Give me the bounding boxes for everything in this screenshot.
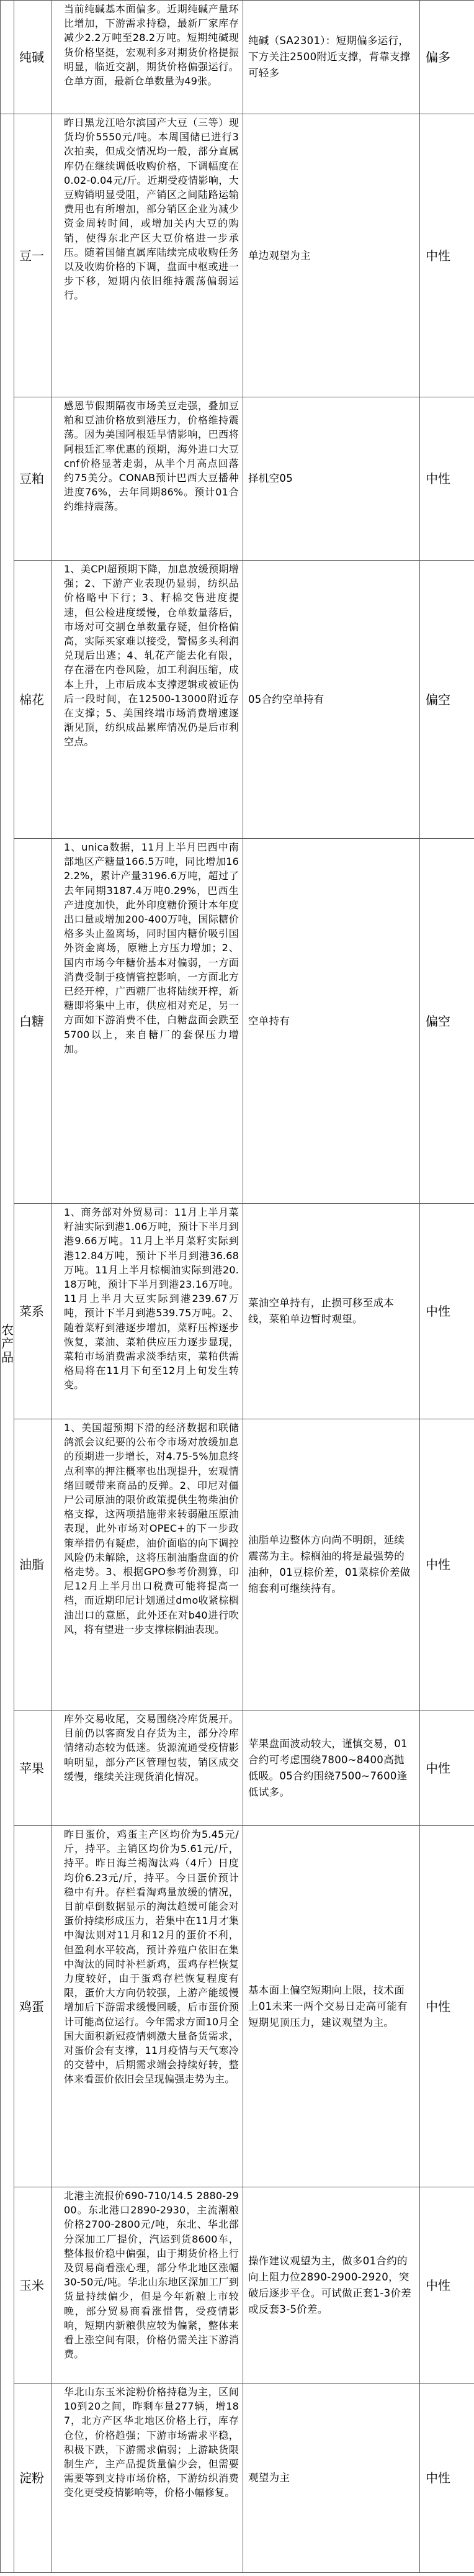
market-view: 中性 <box>420 2384 474 2573</box>
market-view: 偏多 <box>420 1 474 114</box>
category-cell <box>1 1 14 114</box>
market-analysis: 1、美CPI超预期下降，加息放缓预期增强；2、下游产业表现仍显弱，纺织品价格略中下行；3、籽棉交售进度提速，但公检进度缓慢，仓单数量落后，市场对可交割仓单数量存疑，但价格偏高，实际买家难以接受，警惕多头利润兑现后出逃；4、轧花产能去化有限，存在潜在内卷风险，加工利润压缩，成本上升，上市后成本支撑逻辑或被证伪后一段时间，在12500-13000附近存在支撑；5、美国终端市场消费增速逐渐见顶，纺织成品累库情况仍是后市利空点。 <box>51 561 243 839</box>
market-analysis: 北港主流报价690-710/14.5 2880-2900。东北港口2890-2930，主流潮粮价格2700-2800元/吨，东北、华北部分深加工厂提价，汽运到货8600车，整体报价稳中偏强，由于期货价格上行及贸易商看涨心理，部分华北地区涨幅30-50元/吨。华北山东地区深加工厂到货量持续偏少，但是今年新粮上市较晚，部分贸易商看涨惜售，受疫情影响，短期内新粮供应较为偏紧，整体来看上涨空间有限，价格仍需关注下游消费。 <box>51 2187 243 2384</box>
trading-strategy: 基本面上偏空短期向上限，技术面上01未来一两个交易日走高可能有短期见顶压力，建议观望为主。 <box>243 1826 420 2187</box>
table-row <box>1 114 474 397</box>
commodity-name: 纯碱 <box>14 1 51 114</box>
market-analysis: 库外交易收尾，交易围绕冷库货展开。目前仍以客商发自存货为主，部分冷库情绪动态较为低迷。货源流通受疫情影响明显，部分产区管理包装，销区成交缓慢，继续关注现货消化情况。 <box>51 1711 243 1826</box>
trading-strategy: 空单持有 <box>243 839 420 1204</box>
market-analysis: 1、美国超预期下滑的经济数据和联储鸽派会议纪要的公布令市场对放缓加息的预期进一步增长，对4.75-5%加息终点利率的押注概率也出现提升，宏观情绪回暖带来商品的反弹。2、印尼对僵尸公司原油的限价政策提供生物柴油价格支撑，这两项措施带来转弱融压原油表现，此外市场对OPEC+的下一步政策举措仍有疑虑，油价面临的向下调控风险仍未解除，这将压制油脂盘面的价格走势。3、根据GPO参考价测算，印尼12月上半月出口税费可能将提高一档，而近期印尼计划通过dmo收紧棕榈油出口的意愿，此外还在对b40进行吹风，将有望进一步支撑棕榈油表现。 <box>51 1419 243 1711</box>
commodity-name: 鸡蛋 <box>14 1826 51 2187</box>
table-row <box>1 2384 474 2573</box>
table-row <box>1 1826 474 2187</box>
table-row <box>1 561 474 839</box>
category-label: 农产品 <box>1 1322 14 1365</box>
table-row <box>1 1 474 114</box>
commodity-name: 油脂 <box>14 1419 51 1711</box>
trading-strategy: 观望为主 <box>243 2384 420 2573</box>
commodity-name: 苹果 <box>14 1711 51 1826</box>
market-view: 偏空 <box>420 561 474 839</box>
market-view: 中性 <box>420 114 474 397</box>
category-cell <box>1 114 14 2573</box>
trading-strategy: 苹果盘面波动较大，谨慎交易，01合约可考虑围绕7800~8400高抛低吸。05合约围绕7500~7600逢低试多。 <box>243 1711 420 1826</box>
commodity-name: 玉米 <box>14 2187 51 2384</box>
market-analysis: 当前纯碱基本面偏多。近期纯碱产量环比增加，下游需求持稳，最新厂家库存减少2.2万吨至28.2万吨。短期纯碱现货价格坚挺，宏观利多对期货价格提振明显，临近交割，期货价格偏强运行。仓单方面，最新仓单数量为49张。 <box>51 1 243 114</box>
market-view: 偏空 <box>420 839 474 1204</box>
commodity-name: 豆一 <box>14 114 51 397</box>
market-analysis: 华北山东玉米淀粉价格持稳为主，区间10到20之间，昨剩车量277辆，增187，北方产区华北地区价格上行，库存仓位，价格趋强；下游市场需求平稳，积极下跌，下游需求偏弱；上游缺货限制生产，主产品提货量偏少会，但需要需要等到支持市场价格，下游纺织消费变化更受疫情影响等，价格小幅修复。 <box>51 2384 243 2573</box>
trading-strategy: 择机空05 <box>243 397 420 561</box>
market-analysis: 昨日蛋价，鸡蛋主产区均价为5.45元/斤，持平。主销区均价为5.61元/斤，持平。昨日海兰褐淘汰鸡（4斤）日度均价6.23元/斤，持平。今日蛋价预计稳中有升。存栏看淘鸡量放缓的情况，目前卓倒数据显示的淘汰趋缓可能会对蛋价持续形成压力，若集中在11月才集中淘汰则对11月和12月的蛋价不利，但盈利水平较高，预计养殖户依旧在集中淘汰的同时补栏新鸡，蛋鸡存栏恢复力度较好，由于蛋鸡存栏恢复程度有限，蛋价大方向仍较强，上游产能缓慢增加后下游需求缓慢回暖，后市蛋价预计可能高位运行。今年需求方面10月全国大面积新冠疫情刺激大量备货需求，对蛋价会有支撑，11月疫情与天气寒冷的交替中，后期需求端会持续好转，整体来看蛋价依旧会呈现偏强走势为主。 <box>51 1826 243 2187</box>
table-row <box>1 839 474 1204</box>
trading-strategy: 操作建议观望为主，做多01合约的向上阻力位2890-2900-2920，突破后逐步平仓。可试做正套1-3价差或反套3-5价差。 <box>243 2187 420 2384</box>
trading-strategy: 油脂单边整体方向尚不明朗，延续震荡为主。棕榈油的将是最强势的油种，01豆棕价差，01菜棕价差做缩套利可继续持有。 <box>243 1419 420 1711</box>
market-analysis: 1、商务部对外贸易司：11月上半月菜籽油实际到港1.06万吨，预计下半月到港9.66万吨。11月上半月菜籽实际到港12.84万吨，预计下半月到港36.68万吨。11月上半月棕榈油实际到港20.18万吨，预计下半月到港23.16万吨。11月上半月大豆实际到港239.67万吨，预计下半月到港539.75万吨。2、随着菜籽到港逐步增加，菜籽压榨逐步恢复，菜油、菜粕供应压力逐步显现，菜粕市场消费需求淡季结束，菜粕供需格局将在11月下旬至12月上旬发生转变。 <box>51 1204 243 1419</box>
market-view: 中性 <box>420 1419 474 1711</box>
trading-strategy: 单边观望为主 <box>243 114 420 397</box>
commodity-name: 淀粉 <box>14 2384 51 2573</box>
market-view: 中性 <box>420 2187 474 2384</box>
trading-strategy: 05合约空单持有 <box>243 561 420 839</box>
market-analysis: 感恩节假期隔夜市场美豆走强，叠加豆粕和豆油价格放到港压力，价格维持震荡。因为美国阿根廷旱情影响，巴西将阿根廷汇率优惠的预期，海外进口大豆cnf价格显著走弱，从半个月高点回落约75美分。CONAB预计巴西大豆播种进度76%，去年同期86%。预计01合约维持震荡。 <box>51 397 243 561</box>
table-row <box>1 1204 474 1419</box>
commodity-name: 棉花 <box>14 561 51 839</box>
commodity-name: 豆粕 <box>14 397 51 561</box>
trading-strategy: 菜油空单持有，止损可移至成本线，菜粕单边暂时观望。 <box>243 1204 420 1419</box>
market-view: 中性 <box>420 397 474 561</box>
commodity-name: 白糖 <box>14 839 51 1204</box>
table-row <box>1 2187 474 2384</box>
trading-strategy: 纯碱（SA2301）：短期偏多运行，下方关注2500附近支撑，背靠支撑可轻多 <box>243 1 420 114</box>
commodity-name: 菜系 <box>14 1204 51 1419</box>
market-view: 中性 <box>420 1711 474 1826</box>
table-row <box>1 1419 474 1711</box>
table-row <box>1 1711 474 1826</box>
market-view: 中性 <box>420 1826 474 2187</box>
market-analysis: 1、unica数据，11月上半月巴西中南部地区产糖量166.5万吨，同比增加162.2%，累计产量3196.6万吨，超过了去年同期3187.4万吨0.29%，巴西生产进度加快，此外印度糖价预计本年度出口量或增加200-400万吨，国际糖价格多头止盈离场，同时国内糖价吸引国外资金离场，原糖上方压力增加；2、国内市场今年糖价基本对偏弱，一方面消费受制于疫情管控影响，一方面北方已经开榨，广西糖厂也将陆续开榨，新糖即将集中上市，供应相对充足，另一方面如下游消费不佳，白糖盘面会跌至5700以上，来自糖厂的套保压力增加。 <box>51 839 243 1204</box>
market-analysis: 昨日黑龙江哈尔滨国产大豆（三等）现货均价5550元/吨。本周国储已进行3次拍卖，但成交情况均一般，部分直属库仍在继续调低收购价格，下调幅度在0.02-0.04元/斤。近期受疫情影响，大豆购销明显受阻，产销区之间陆路运输费用也有所增加，部分销区企业为减少资金周转时间，或增加关内大豆的购销，使得东北产区大豆价格进一步承压。随着国储直属库陆续完成收购任务以及收购价格的下调，盘面中枢或进一步下移，短期内依旧维持震荡偏弱运行。 <box>51 114 243 397</box>
market-view: 中性 <box>420 1204 474 1419</box>
table-row <box>1 397 474 561</box>
